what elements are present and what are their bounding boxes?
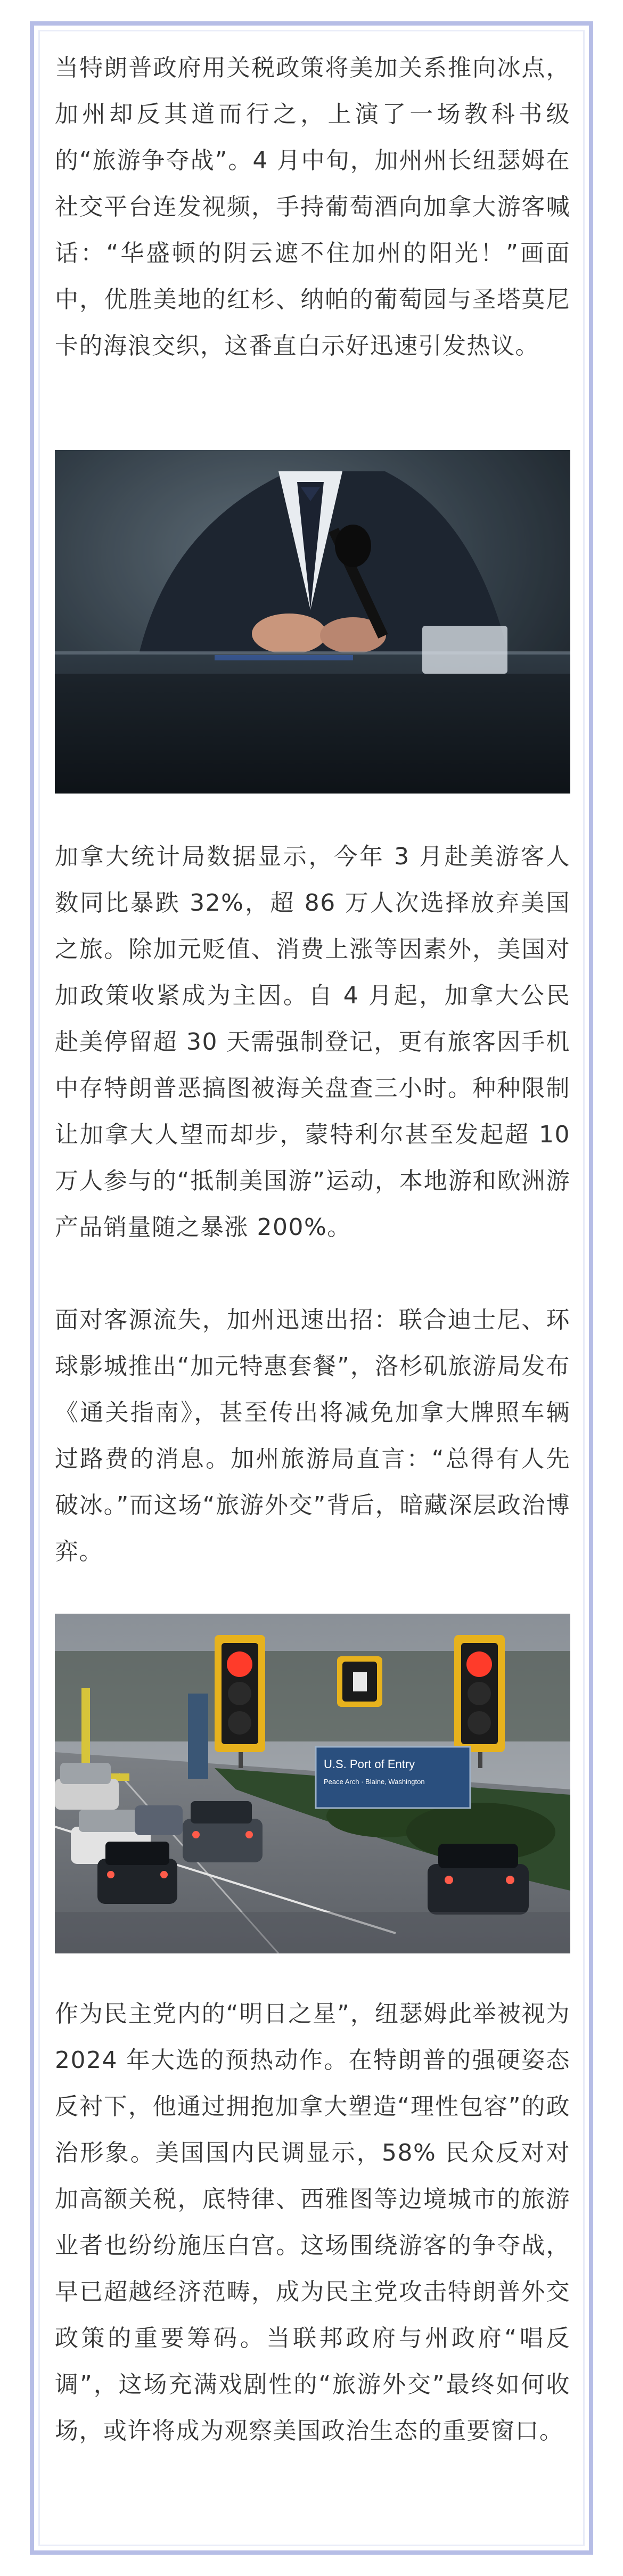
sign-text-line1: U.S. Port of Entry — [324, 1757, 415, 1771]
paragraph-analysis: 作为民主党内的“明日之星”，纽瑟姆此举被视为 2024 年大选的预热动作。在特朗普的强硬姿态反衬下，他通过拥抱加拿大塑造“理性包容”的政治形象。美国国内民调显示，58% 民众反对对加高额关税，底特律、西雅图等边境城市的旅游业者也纷纷施压白宫。这场围绕游客的争夺战，早已超越经济范畴，成为民主党攻击特朗普外交政策的重要筹码。当联邦政府与州政府“唱反调”，这场充满戏剧性的“旅游外交”最终如何收场，或许将成为观察美国政治生态的重要窗口。 — [55, 2000, 570, 2444]
paragraph-intro: 当特朗普政府用关税政策将美加关系推向冰点，加州却反其道而行之，上演了一场教科书级的“旅游争夺战”。4 月中旬，加州州长纽瑟姆在社交平台连发视频，手持葡萄酒向加拿大游客喊话：“华盛顿的阴云遮不住加州的阳光！”画面中，优胜美地的红杉、纳帕的葡萄园与圣塔莫尼卡的海浪交织，这番直白示好迅速引发热议。 — [55, 54, 570, 359]
photo-politician-press-conference — [55, 450, 570, 794]
paragraph-response: 面对客源流失，加州迅速出招：联合迪士尼、环球影城推出“加元特惠套餐”，洛杉矶旅游局发布《通关指南》，甚至传出将减免加拿大牌照车辆过路费的消息。加州旅游局直言：“总得有人先破冰。”而这场“旅游外交”背后，暗藏深层政治博弈。 — [55, 1306, 570, 1565]
sign-text-line2: Peace Arch · Blaine, Washington — [324, 1778, 425, 1786]
paragraph-statistics: 加拿大统计局数据显示，今年 3 月赴美游客人数同比暴跌 32%，超 86 万人次选择放弃美国之旅。除加元贬值、消费上涨等因素外，美国对加政策收紧成为主因。自 4 月起，加拿大公民赴美停留超 30 天需强制登记，更有旅客因手机中存特朗普恶搞图被海关盘查三小时。种种限制让加拿大人望而却步，蒙特利尔甚至发起超 10 万人参与的“抵制美国游”运动，本地游和欧洲游产品销量随之暴涨 200%。 — [55, 843, 570, 1241]
photo-border-crossing — [55, 1614, 570, 1953]
